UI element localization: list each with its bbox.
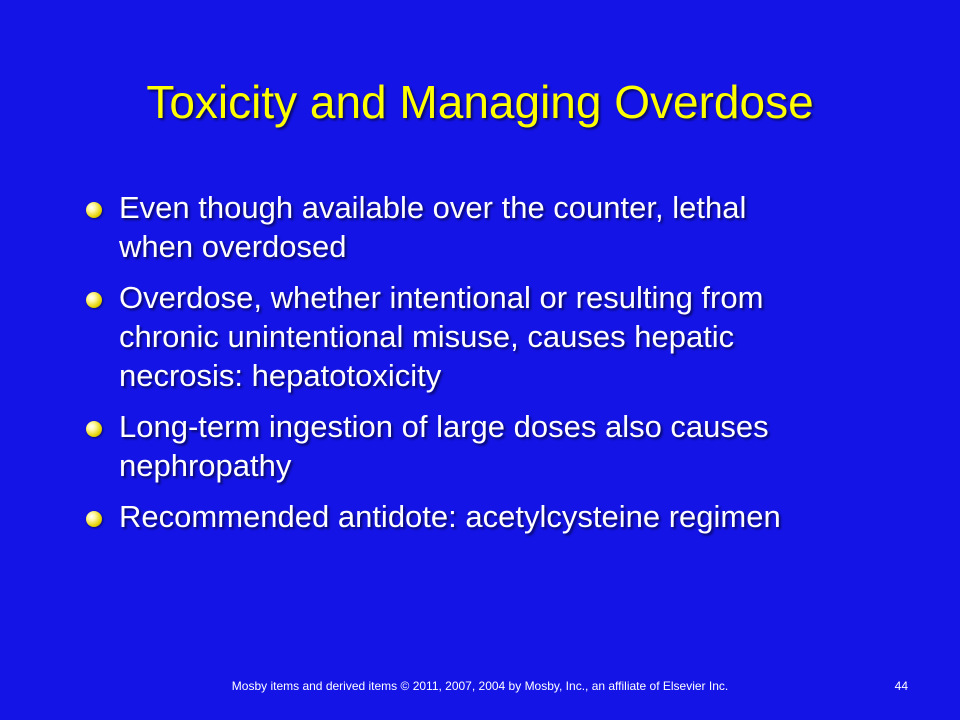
bullet-icon	[86, 292, 102, 308]
bullet-text: Long-term ingestion of large doses also causes nephropathy	[119, 409, 769, 483]
bullet-text: Even though available over the counter, lethal when overdosed	[119, 190, 747, 264]
bullet-item	[86, 407, 826, 485]
bullet-text: Recommended antidote: acetylcysteine regimen	[119, 499, 781, 534]
bullet-icon	[86, 202, 102, 218]
copyright-footer: Mosby items and derived items © 2011, 2007, 2004 by Mosby, Inc., an affiliate of Elsevier Inc.	[231, 679, 729, 693]
slide-title: Toxicity and Managing Overdose	[146, 76, 814, 128]
bullet-list	[86, 188, 826, 548]
bullet-icon	[86, 511, 102, 527]
bullet-text: Overdose, whether intentional or resulting from chronic unintentional misuse, causes hepatic necrosis: hepatotoxicity	[119, 280, 764, 393]
bullet-item	[86, 497, 826, 536]
bullet-item	[86, 188, 826, 266]
bullet-item	[86, 278, 826, 395]
bullet-icon	[86, 421, 102, 437]
page-number: 44	[894, 679, 908, 693]
